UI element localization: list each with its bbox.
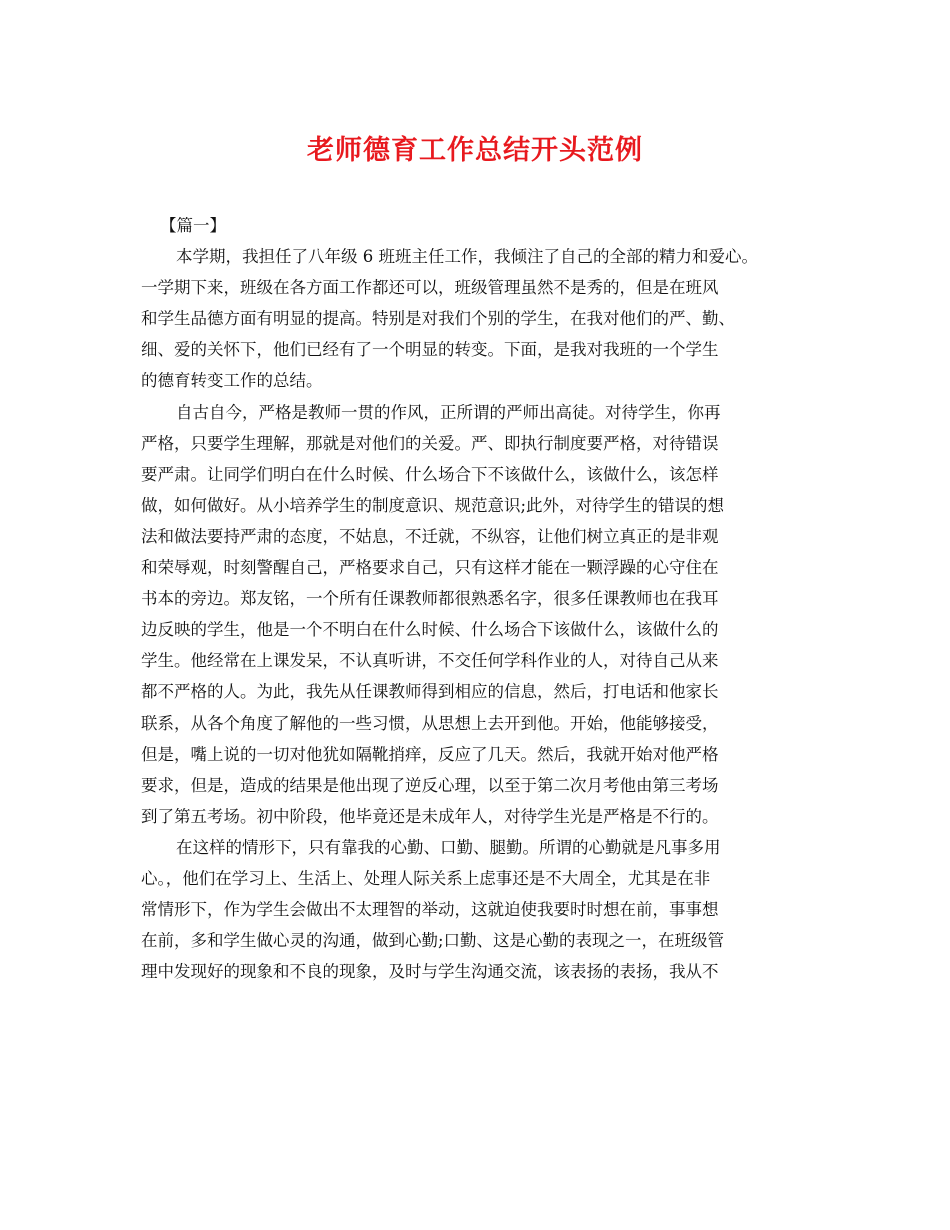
paragraph-line: 要求，但是，造成的结果是他出现了逆反心理，以至于第二次月考他由第三考场	[141, 775, 719, 795]
paragraph-line: 都不严格的人。为此，我先从任课教师得到相应的信息，然后，打电话和他家长	[141, 682, 719, 702]
paragraph-line: 理中发现好的现象和不良的现象，及时与学生沟通交流，该表扬的表扬，我从不	[141, 962, 719, 982]
paragraph-line: 一学期下来，班级在各方面工作都还可以，班级管理虽然不是秀的，但是在班风	[141, 278, 719, 298]
paragraph-line: 学生。他经常在上课发呆，不认真听讲，不交任何学科作业的人，对待自己从来	[141, 651, 719, 671]
paragraph-line: 到了第五考场。初中阶段，他毕竟还是未成年人，对待学生光是严格是不行的。	[141, 806, 719, 826]
paragraph-line: 在这样的情形下，只有靠我的心勤、口勤、腿勤。所谓的心勤就是凡事多用	[176, 837, 721, 857]
page-title: 老师德育工作总结开头范例	[307, 135, 643, 166]
paragraph-line: 要严肃。让同学们明白在什么时候、什么场合下不该做什么，该做什么，该怎样	[141, 464, 719, 484]
paragraph-line: 联系，从各个角度了解他的一些习惯，从思想上去开到他。开始，他能够接受，	[141, 713, 719, 733]
paragraph-line: 常情形下，作为学生会做出不太理智的举动，这就迫使我要时时想在前，事事想	[141, 900, 719, 920]
paragraph-line: 书本的旁边。郑友铭，一个所有任课教师都很熟悉名字，很多任课教师也在我耳	[141, 589, 719, 609]
paragraph-line: 但是，嘴上说的一切对他犹如隔靴捎痒，反应了几天。然后，我就开始对他严格	[141, 744, 719, 764]
paragraph-line: 和荣辱观，时刻警醒自己，严格要求自己，只有这样才能在一颗浮躁的心守住在	[141, 558, 719, 578]
paragraph-line: 自古自今，严格是教师一贯的作风，正所谓的严师出高徒。对待学生，你再	[176, 402, 721, 422]
section-heading: 【篇一】	[160, 216, 226, 235]
paragraph-line: 严格，只要学生理解，那就是对他们的关爱。严、即执行制度要严格，对待错误	[141, 433, 719, 453]
paragraph-line: 做，如何做好。从小培养学生的制度意识、规范意识;此外，对待学生的错误的想	[141, 495, 725, 515]
paragraph-line: 法和做法要持严肃的态度，不姑息，不迁就，不纵容，让他们树立真正的是非观	[141, 526, 719, 546]
paragraph-line: 的德育转变工作的总结。	[141, 371, 323, 391]
paragraph-line: 边反映的学生，他是一个不明白在什么时候、什么场合下该做什么，该做什么的	[141, 620, 719, 640]
paragraph-line: 本学期，我担任了八年级 6 班班主任工作，我倾注了自己的全部的精力和爱心。	[176, 247, 758, 267]
paragraph-line: 在前，多和学生做心灵的沟通，做到心勤;口勤、这是心勤的表现之一，在班级管	[141, 931, 725, 951]
paragraph-line: 心。，他们在学习上、生活上、处理人际关系上虑事还是不大周全，尤其是在非	[141, 868, 711, 888]
paragraph-line: 和学生品德方面有明显的提高。特别是对我们个别的学生，在我对他们的严、勤、	[141, 309, 735, 329]
document-body	[141, 210, 841, 987]
paragraph-line: 细、爱的关怀下，他们已经有了一个明显的转变。下面，是我对我班的一个学生	[141, 340, 719, 360]
